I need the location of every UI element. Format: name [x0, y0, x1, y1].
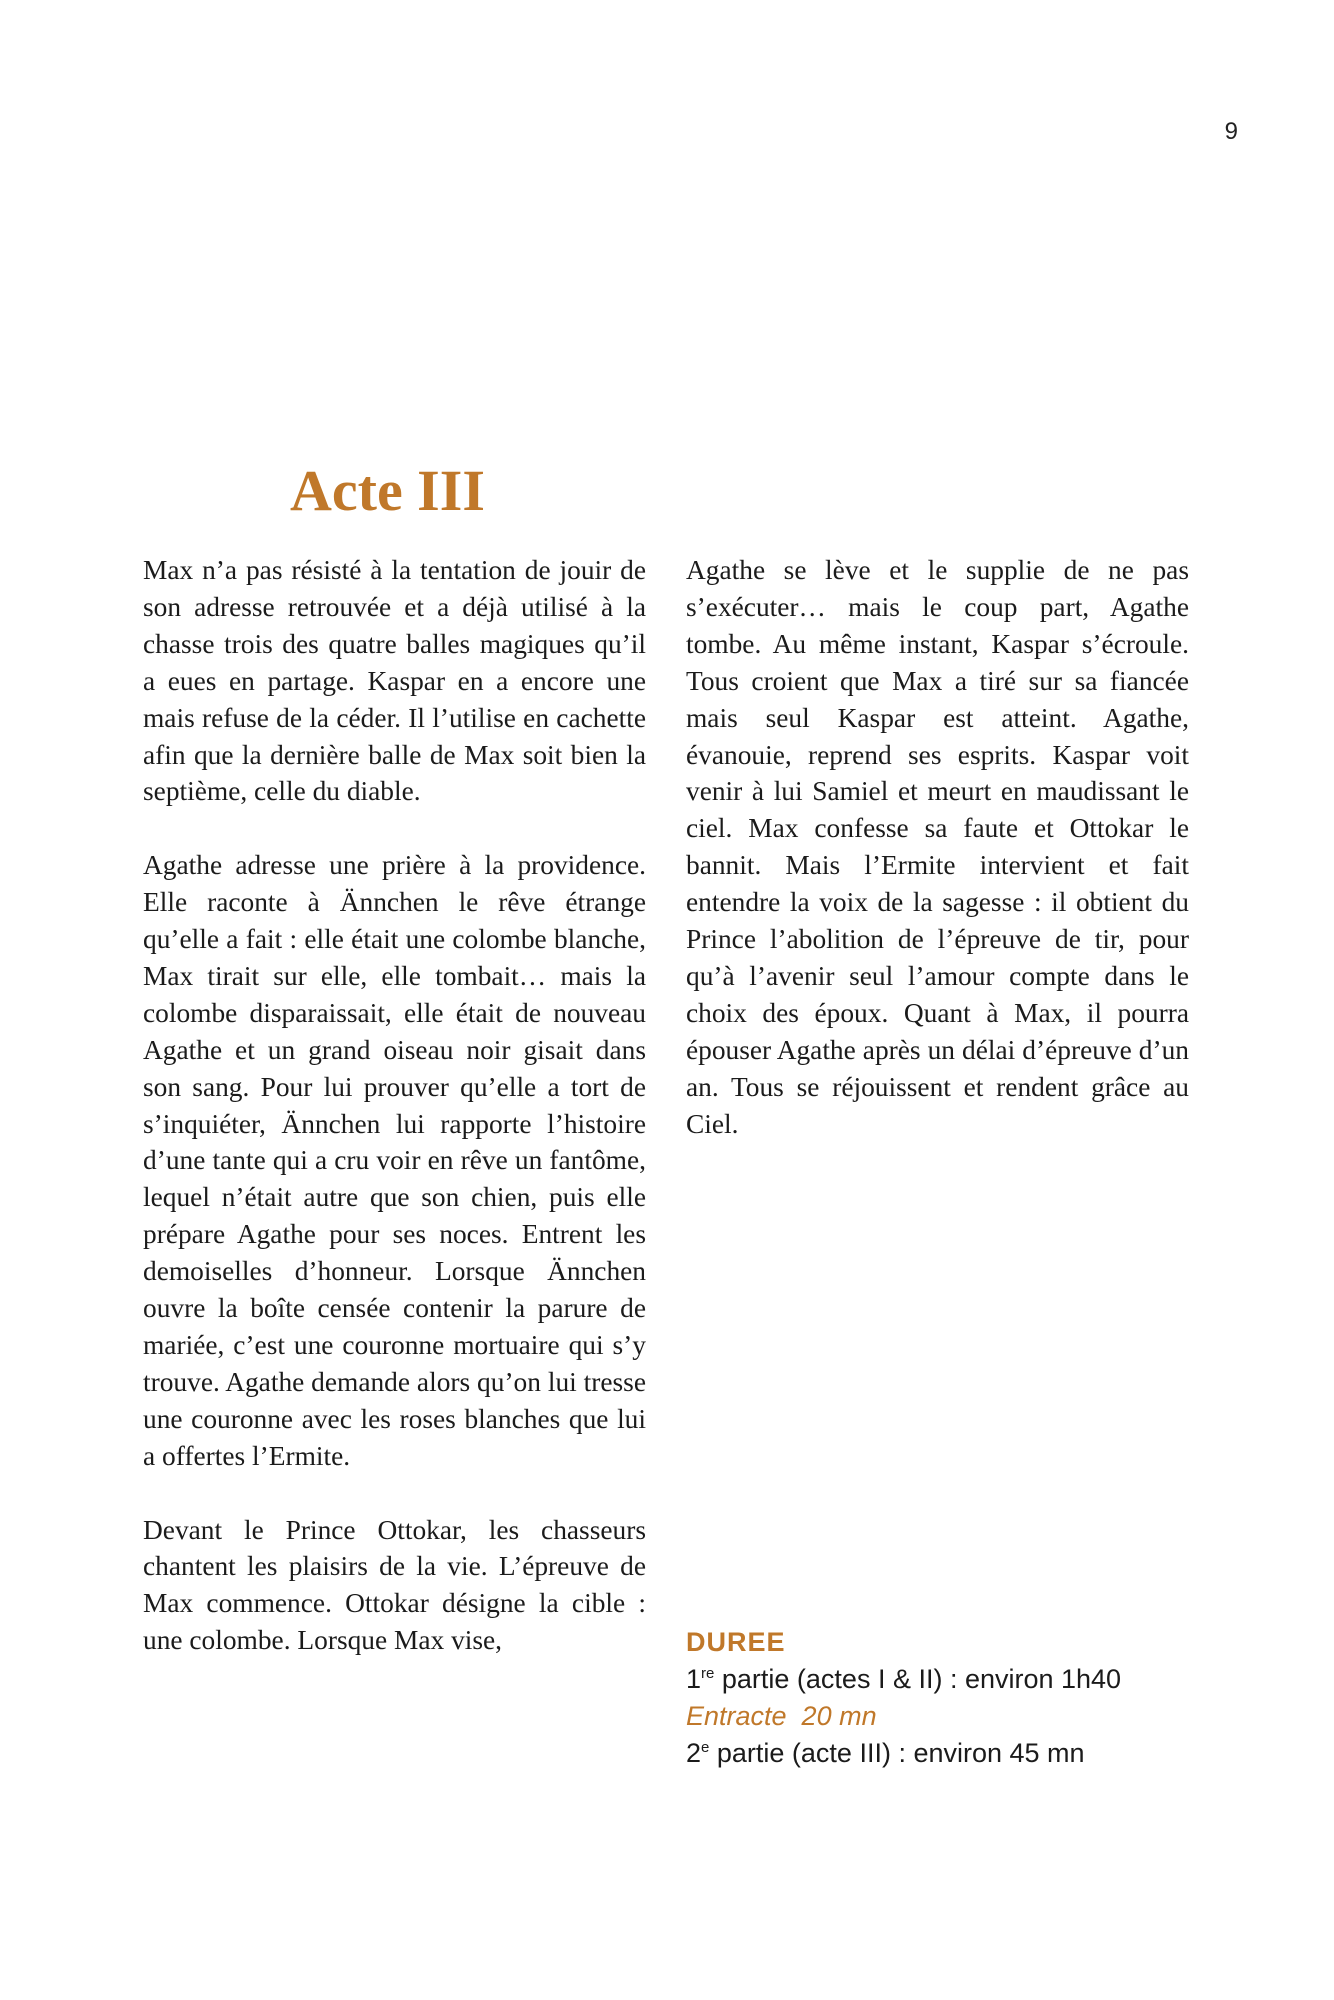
part-1-number: 1 [686, 1664, 702, 1694]
part-2-number: 2 [686, 1738, 702, 1768]
duration-block [686, 1624, 1246, 1772]
synopsis-paragraph: Max n’a pas résisté à la tentation de jouir de son adresse retrouvée et a déjà utilisé à la chasse trois des quatre balles magiques qu’il a eues en partage. Kaspar en a encore une mais refuse de la céder. Il l’utilise en cachette afin que la dernière balle de Max soit bien la septième, celle du diable. [143, 555, 646, 807]
part-2-text: partie (acte III) : environ 45 mn [709, 1738, 1085, 1768]
synopsis-paragraph: Devant le Prince Ottokar, les chasseurs chantent les plaisirs de la vie. L’épreuve de Max commence. Ottokar désigne la cible : une colombe. Lorsque Max vise, [143, 1514, 646, 1656]
synopsis-right-column [686, 552, 1189, 1143]
duration-part-2 [686, 1735, 1246, 1772]
duration-heading: DUREE [686, 1627, 786, 1657]
part-2-ordinal-suffix: e [701, 1739, 710, 1756]
page-number: 9 [1224, 118, 1238, 145]
duration-part-1 [686, 1661, 1246, 1698]
part-1-ordinal-suffix: re [701, 1665, 715, 1682]
synopsis-left-column [143, 552, 646, 1659]
act-title: Acte III [290, 458, 485, 523]
synopsis-paragraph: Agathe se lève et le supplie de ne pas s’exécuter… mais le coup part, Agathe tombe. Au même instant, Kaspar s’écroule. Tous croient que Max a tiré sur sa fiancée mais seul Kaspar est atteint. Agathe, évanouie, reprend ses esprits. Kaspar voit venir à lui Samiel et meurt en maudissant le ciel. Max confesse sa faute et Ottokar le bannit. Mais l’Ermite intervient et fait entendre la voix de la sagesse : il obtient du Prince l’abolition de l’épreuve de tir, pour qu’à l’avenir seul l’amour compte dans le choix des époux. Quant à Max, il pourra épouser Agathe après un délai d’épreuve d’un an. Tous se réjouissent et rendent grâce au Ciel. [686, 555, 1189, 1139]
duration-intermission: Entracte 20 mn [686, 1701, 877, 1731]
part-1-text: partie (actes I & II) : environ 1h40 [714, 1664, 1122, 1694]
synopsis-paragraph: Agathe adresse une prière à la providence. Elle raconte à Ännchen le rêve étrange qu’elle a fait : elle était une colombe blanche, Max tirait sur elle, elle tombait… mais la colombe disparaissait, elle était de nouveau Agathe et un grand oiseau noir gisait dans son sang. Pour lui prouver qu’elle a tort de s’inquiéter, Ännchen lui rapporte l’histoire d’une tante qui a cru voir en rêve un fantôme, lequel n’était autre que son chien, puis elle prépare Agathe pour ses noces. Entrent les demoiselles d’honneur. Lorsque Ännchen ouvre la boîte censée contenir la parure de mariée, c’est une couronne mortuaire qui s’y trouve. Agathe demande alors qu’on lui tresse une couronne avec les roses blanches que lui a offertes l’Ermite. [143, 850, 646, 1471]
